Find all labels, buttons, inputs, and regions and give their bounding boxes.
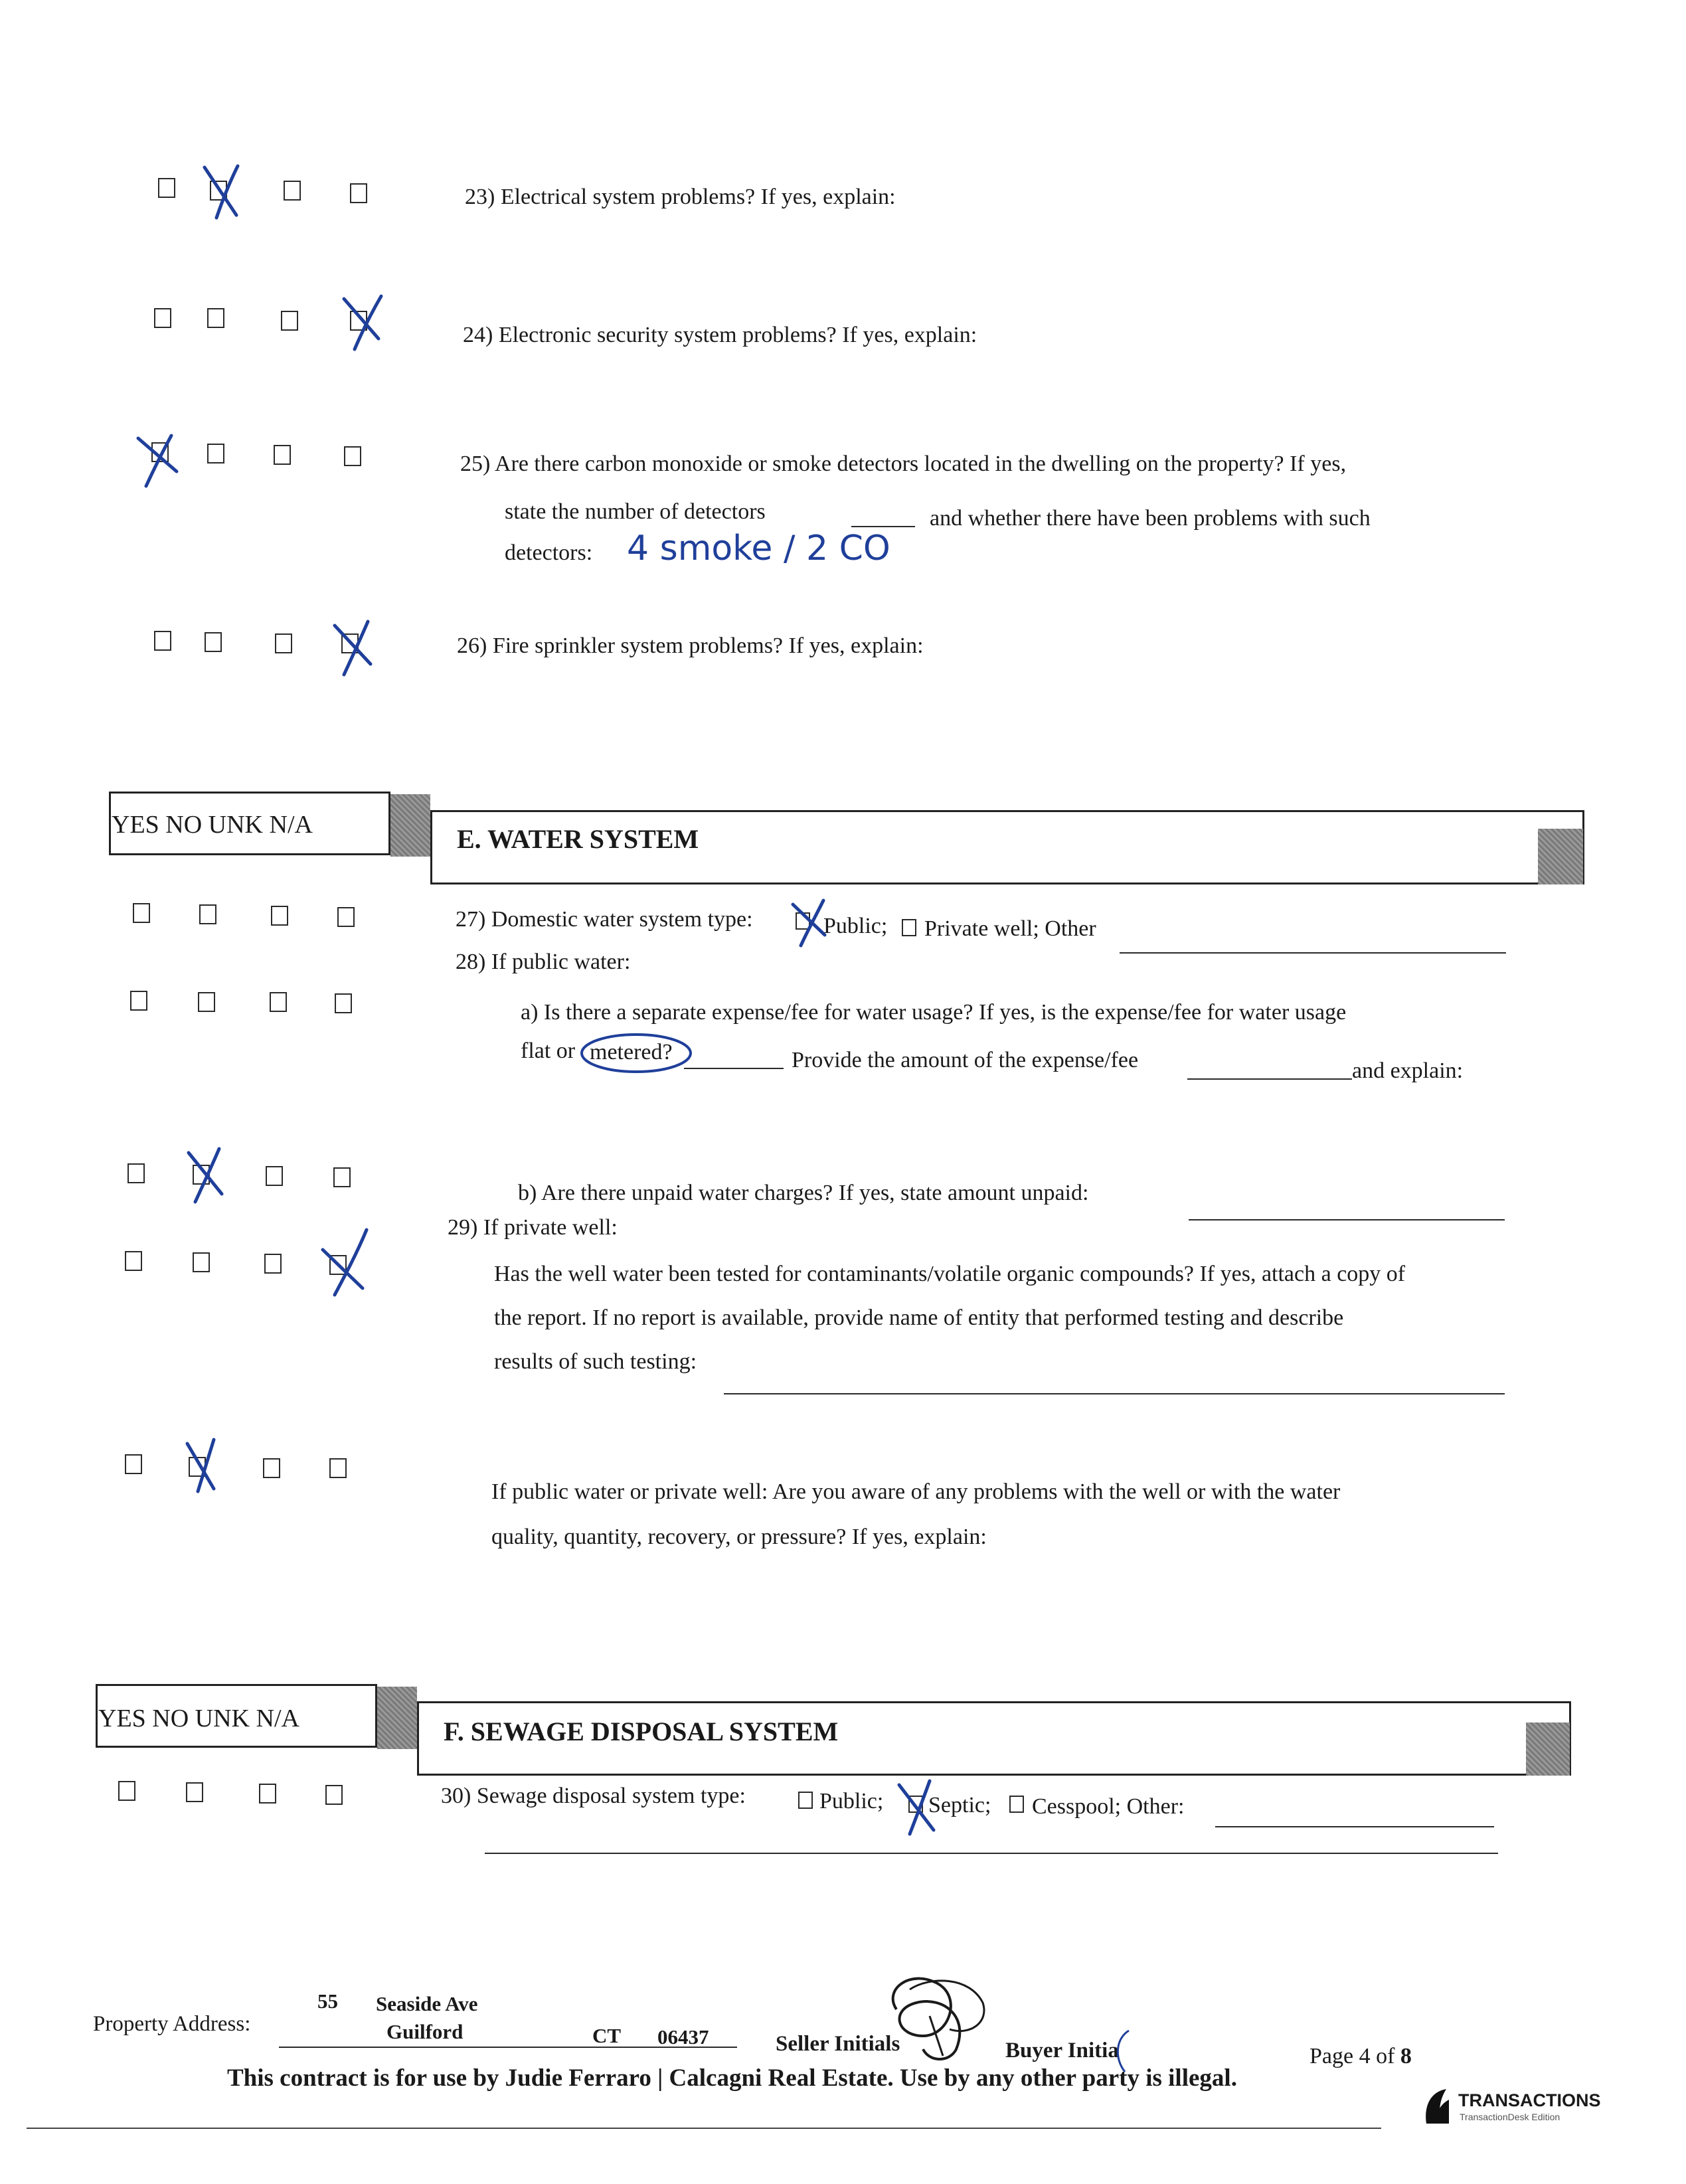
buyer-initials-label: Buyer Initia	[1005, 2039, 1119, 2062]
state: CT	[592, 2024, 622, 2047]
q24-unk-checkbox[interactable]	[281, 311, 298, 331]
q23-unk-checkbox[interactable]	[284, 181, 301, 201]
q30-public-label: Public;	[819, 1789, 884, 1813]
q28-na-checkbox[interactable]	[335, 993, 352, 1013]
qwell-no-x-mark	[179, 1436, 232, 1495]
q29-no-checkbox[interactable]	[193, 1252, 210, 1272]
q26-text: 26) Fire sprinkler system problems? If yes, explain:	[457, 633, 924, 658]
page-total: 8	[1400, 2044, 1412, 2068]
q29-text: 29) If private well:	[448, 1215, 618, 1240]
section-f-gray-block-left	[377, 1687, 417, 1749]
section-e-gray-block-left	[390, 794, 430, 857]
q29-results-line[interactable]	[724, 1393, 1505, 1394]
q30-other-line[interactable]	[1215, 1826, 1494, 1827]
q27-private-label: Private well; Other	[924, 916, 1096, 941]
q23-yes-checkbox[interactable]	[158, 178, 175, 198]
q29-text-line1: Has the well water been tested for contaminants/volatile organic compounds? If yes, attach a copy of	[494, 1262, 1406, 1286]
property-address-label: Property Address:	[93, 2012, 251, 2036]
section-e-column-headers: YES NO UNK N/A	[112, 811, 313, 839]
q28a-amount-line[interactable]	[1187, 1078, 1352, 1080]
section-f-title: F. SEWAGE DISPOSAL SYSTEM	[444, 1717, 839, 1746]
q30-septic-label: Septic;	[928, 1793, 991, 1817]
q28b-na-checkbox[interactable]	[333, 1167, 351, 1187]
q28a-text-line1: a) Is there a separate expense/fee for water usage? If yes, is the expense/fee for water usage	[521, 1000, 1347, 1025]
q27-yes-checkbox[interactable]	[133, 903, 150, 923]
q28a-flat-metered-line[interactable]	[684, 1068, 784, 1069]
q30-yes-checkbox[interactable]	[118, 1781, 135, 1801]
q28b-no-x-mark	[181, 1145, 234, 1205]
q25-detectors-count-line[interactable]	[851, 526, 915, 527]
q25-text-line1: 25) Are there carbon monoxide or smoke detectors located in the dwelling on the property? If yes,	[460, 452, 1347, 476]
q28-no-checkbox[interactable]	[198, 992, 215, 1012]
q28b-amount-line[interactable]	[1189, 1219, 1505, 1220]
q25-na-checkbox[interactable]	[344, 446, 361, 466]
q27-text: 27) Domestic water system type:	[456, 907, 753, 932]
q30-cesspool-label: Cesspool; Other:	[1032, 1794, 1185, 1819]
q30-other-line-2[interactable]	[485, 1853, 1498, 1854]
q27-other-line[interactable]	[1120, 952, 1506, 954]
seller-initials-signature	[870, 1963, 1003, 2076]
q25-yes-x-mark	[133, 430, 186, 490]
q30-text: 30) Sewage disposal system type:	[441, 1784, 746, 1808]
q27-unk-checkbox[interactable]	[271, 906, 288, 926]
qwell-text-line2: quality, quantity, recovery, or pressure? If yes, explain:	[491, 1525, 987, 1549]
q24-no-checkbox[interactable]	[207, 308, 224, 328]
page-label: Page	[1309, 2044, 1354, 2068]
q23-no-x-mark	[197, 162, 250, 222]
q29-yes-checkbox[interactable]	[125, 1251, 142, 1271]
street-name: Seaside Ave	[376, 1992, 478, 2015]
q28a-metered-circle	[576, 1028, 696, 1081]
q30-no-checkbox[interactable]	[186, 1782, 203, 1802]
seller-initials-label: Seller Initials	[776, 2032, 900, 2056]
q27-public-label: Public;	[823, 914, 888, 938]
q28a-metered-text: metered?	[590, 1040, 673, 1064]
q25-unk-checkbox[interactable]	[274, 445, 291, 465]
q26-no-checkbox[interactable]	[205, 632, 222, 652]
q28b-unk-checkbox[interactable]	[266, 1166, 283, 1186]
q26-na-x-mark	[328, 618, 381, 677]
q28-text: 28) If public water:	[456, 950, 631, 974]
section-f-gray-block-right	[1526, 1722, 1570, 1776]
q25-no-checkbox[interactable]	[207, 444, 224, 463]
q29-text-line2: the report. If no report is available, provide name of entity that performed testing and describe	[494, 1305, 1344, 1330]
section-f-column-headers: YES NO UNK N/A	[98, 1705, 299, 1732]
q26-unk-checkbox[interactable]	[275, 633, 292, 653]
q28b-text: b) Are there unpaid water charges? If yes, state amount unpaid:	[518, 1181, 1089, 1205]
qwell-unk-checkbox[interactable]	[263, 1458, 280, 1478]
page-indicator	[1309, 2044, 1412, 2069]
q30-cesspool-checkbox[interactable]	[1009, 1796, 1024, 1813]
q30-unk-checkbox[interactable]	[259, 1784, 276, 1804]
q25-text-line3: detectors:	[505, 541, 593, 565]
q29-na-x-mark	[316, 1226, 376, 1299]
transactions-logo-text: TRANSACTIONS	[1458, 2090, 1601, 2110]
q24-yes-checkbox[interactable]	[154, 308, 171, 328]
q28a-explain-text: and explain:	[1352, 1058, 1464, 1083]
qwell-text-line1: If public water or private well: Are you aware of any problems with the well or with the water	[491, 1479, 1341, 1504]
q29-unk-checkbox[interactable]	[264, 1254, 282, 1274]
page-number: 4	[1359, 2044, 1371, 2068]
q29-text-line3: results of such testing:	[494, 1349, 697, 1374]
q27-na-checkbox[interactable]	[337, 907, 355, 927]
page-of: of	[1376, 2044, 1395, 2068]
contract-notice: This contract is for use by Judie Ferraro | Calcagni Real Estate. Use by any other party is illegal.	[227, 2064, 1237, 2092]
q27-private-checkbox[interactable]	[902, 919, 916, 936]
transactions-logo-icon	[1420, 2086, 1453, 2126]
q25-text-line2b: and whether there have been problems with such	[930, 506, 1371, 531]
q26-yes-checkbox[interactable]	[154, 631, 171, 651]
section-e-title: E. WATER SYSTEM	[457, 824, 699, 854]
q25-text-line2a: state the number of detectors	[505, 499, 766, 524]
q23-text: 23) Electrical system problems? If yes, explain:	[465, 185, 896, 209]
zip: 06437	[657, 2025, 709, 2049]
q28a-provide-text: Provide the amount of the expense/fee	[792, 1048, 1139, 1072]
city: Guilford	[386, 2020, 464, 2043]
q28a-flat-text: flat or	[521, 1039, 576, 1063]
bottom-rule	[27, 2128, 1381, 2129]
q25-handwritten-answer: 4 smoke / 2 CO	[627, 529, 890, 568]
street-number: 55	[317, 1989, 338, 2013]
q30-na-checkbox[interactable]	[325, 1785, 343, 1805]
q30-public-checkbox[interactable]	[798, 1792, 813, 1809]
transactions-logo-subtext: TransactionDesk Edition	[1460, 2112, 1560, 2122]
q24-text: 24) Electronic security system problems? If yes, explain:	[463, 323, 977, 347]
q27-no-checkbox[interactable]	[199, 904, 216, 924]
section-e-gray-block-right	[1538, 829, 1583, 884]
qwell-yes-checkbox[interactable]	[125, 1454, 142, 1474]
q28b-yes-checkbox[interactable]	[127, 1163, 145, 1183]
q24-na-x-mark	[337, 292, 390, 352]
q23-na-checkbox[interactable]	[350, 183, 367, 203]
q28-unk-checkbox[interactable]	[270, 992, 287, 1012]
q28-yes-checkbox[interactable]	[130, 991, 147, 1011]
qwell-na-checkbox[interactable]	[329, 1458, 347, 1478]
